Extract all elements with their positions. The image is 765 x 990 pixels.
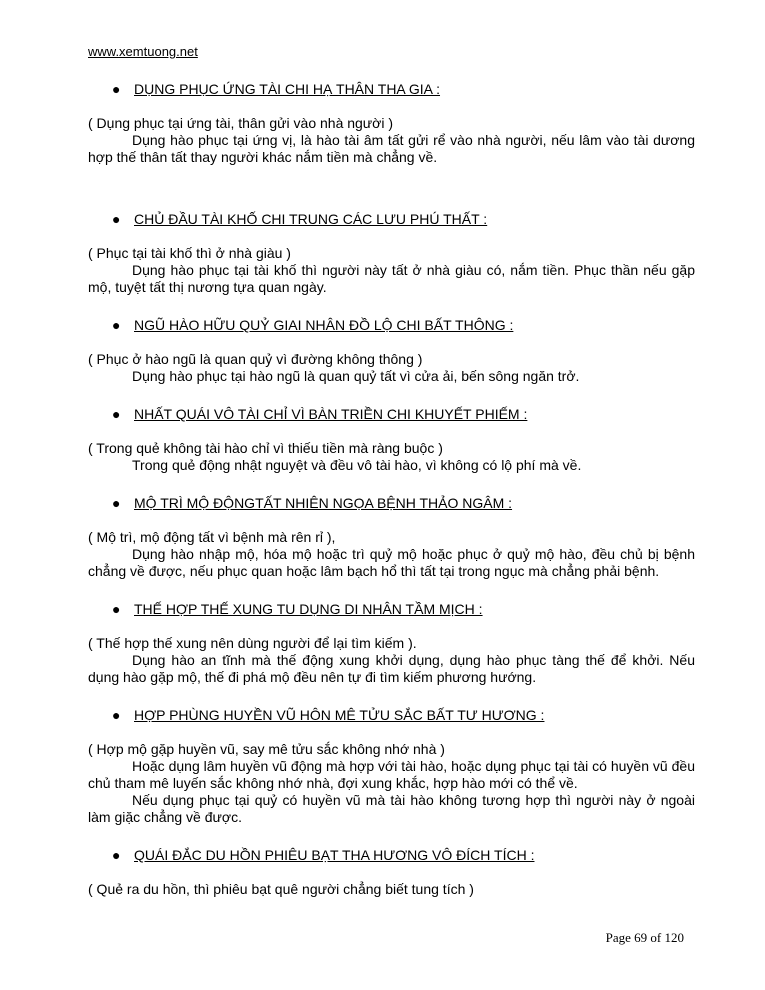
section-paragraph: Hoặc dụng lâm huyền vũ động mà hợp với tài hào, hoặc dụng phục tại tài có huyền vũ đều chủ tham mê luyến sắc không nhớ nhà, đợi xung khắc, hợp hào mới có thể về. (88, 758, 695, 791)
page-number: Page 69 of 120 (605, 930, 684, 945)
bullet-icon: ● (112, 707, 121, 723)
section-heading (88, 316, 695, 334)
section-heading (88, 494, 695, 512)
section-heading (88, 600, 695, 618)
section (88, 600, 695, 686)
section (88, 405, 695, 474)
heading-text: THẾ HỢP THẾ XUNG TU DỤNG DI NHÂN TẦM MỊCH : (134, 601, 483, 617)
heading-text: QUÁI ĐẮC DU HỒN PHIÊU BẠT THA HƯƠNG VÔ ĐÍCH TÍCH : (134, 847, 535, 863)
section (88, 846, 695, 898)
heading-text: DỤNG PHỤC ỨNG TÀI CHI HẠ THÂN THA GIA : (134, 81, 441, 97)
section (88, 80, 695, 166)
section-paragraph: Dụng hào phục tại hào ngũ là quan quỷ tất vì cửa ải, bến sông ngăn trở. (132, 368, 580, 384)
heading-text: NGŨ HÀO HỮU QUỶ GIAI NHÂN ĐỒ LỘ CHI BẤT THÔNG : (134, 317, 514, 333)
bullet-icon: ● (112, 81, 121, 97)
section (88, 210, 695, 296)
section-heading (88, 846, 695, 864)
heading-text: NHẤT QUÁI VÔ TÀI CHỈ VÌ BÀN TRIỀN CHI KHUYẾT PHIẾM : (134, 406, 528, 422)
heading-text: CHỦ ĐẦU TÀI KHỐ CHI TRUNG CÁC LƯU PHÚ THẤT : (134, 211, 488, 227)
section-paragraph: Dụng hào phục tại tài khố thì người này tất ở nhà giàu có, nắm tiền. Phục thần nếu gặp mộ, tuyệt tất thị nương tựa quan ngày. (88, 262, 695, 295)
section-gloss: ( Thế hợp thế xung nên dùng người để lại tìm kiếm ). (88, 635, 417, 651)
section-gloss: ( Phục tại tài khố thì ở nhà giàu ) (88, 245, 291, 261)
bullet-icon: ● (112, 847, 121, 863)
bullet-icon: ● (112, 495, 121, 511)
section-gloss: ( Dụng phục tại ứng tài, thân gửi vào nhà người ) (88, 115, 394, 131)
heading-text: MỘ TRÌ MỘ ĐỘNGTẤT NHIÊN NGỌA BỆNH THẢO NGÂM : (134, 495, 513, 511)
section (88, 316, 695, 385)
section-paragraph: Trong quẻ động nhật nguyệt và đều vô tài hào, vì không có lộ phí mà về. (132, 457, 582, 473)
site-url-link[interactable]: www.xemtuong.net (88, 44, 198, 59)
bullet-icon: ● (112, 211, 121, 227)
section-gloss: ( Trong quẻ không tài hào chỉ vì thiếu tiền mà ràng buộc ) (88, 440, 443, 456)
bullet-icon: ● (112, 317, 121, 333)
section-paragraph: Dụng hào nhập mộ, hóa mộ hoặc trì quỷ mộ hoặc phục ở quỷ mộ hào, đều chủ bị bệnh chẳng về được, nếu phục quan hoặc lâm bạch hổ thì tất tại trong ngục mà chẳng phải bệnh. (88, 546, 695, 579)
section-gloss: ( Mộ trì, mộ động tất vì bệnh mà rên rỉ ), (88, 529, 336, 545)
section-paragraph: Nếu dụng phục tại quỷ có huyền vũ mà tài hào không tương hợp thì người này ở ngoài làm giặc chẳng về được. (88, 792, 695, 825)
bullet-icon: ● (112, 406, 121, 422)
heading-text: HỢP PHÙNG HUYỀN VŨ HÔN MÊ TỬU SẮC BẤT TƯ HƯƠNG : (134, 707, 545, 723)
section (88, 494, 695, 580)
section-paragraph: Dụng hào an tĩnh mà thế động xung khởi dụng, dụng hào phục tàng thế để khởi. Nếu dụng hào gặp mộ, thế đi phá mộ đều nên tự đi tìm kiếm phương hướng. (88, 652, 695, 685)
section-heading (88, 210, 695, 228)
section-heading (88, 80, 695, 98)
section-heading (88, 706, 695, 724)
section-gloss: ( Hợp mộ gặp huyền vũ, say mê tửu sắc không nhớ nhà ) (88, 741, 445, 757)
section-heading (88, 405, 695, 423)
section-paragraph: Dụng hào phục tại ứng vị, là hào tài âm tất gửi rể vào nhà người, nếu lâm vào tài dương hợp thế thân tất thay người khác nắm tiền mà chẳng về. (88, 132, 695, 165)
bullet-icon: ● (112, 601, 121, 617)
section-gloss: ( Phục ở hào ngũ là quan quỷ vì đường không thông ) (88, 351, 423, 367)
section (88, 706, 695, 826)
section-gloss: ( Quẻ ra du hồn, thì phiêu bạt quê người chẳng biết tung tích ) (88, 881, 474, 897)
document-body (88, 80, 695, 898)
